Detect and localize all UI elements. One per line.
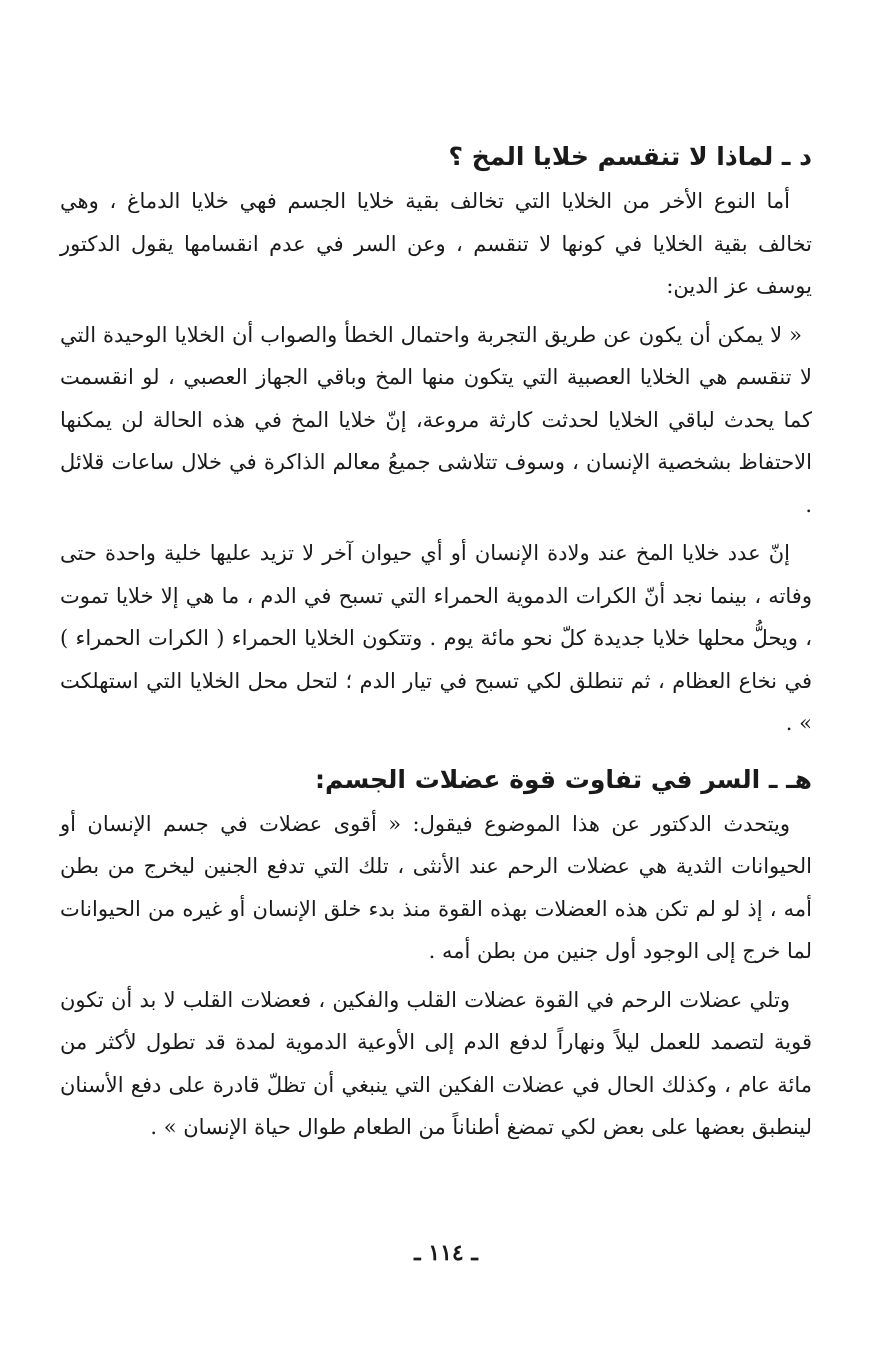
- section-h-paragraph-2: وتلي عضلات الرحم في القوة عضلات القلب والفكين ، فعضلات القلب لا بد أن تكون قوية لتصمد للعمل ليلاً ونهاراً لدفع الدم إلى الأوعية الدموية لمدة قد تطول لأكثر من مائة عام ، وكذلك الحال في عضلات الفكين التي ينبغي أن تظلّ قادرة على دفع الأسنان لينطبق بعضها على بعض لكي تمضغ أطناناً من الطعام طوال حياة الإنسان » .: [60, 987, 812, 1139]
- section-h-paragraph-1: ويتحدث الدكتور عن هذا الموضوع فيقول: « أقوى عضلات في جسم الإنسان أو الحيوانات الثدية هي عضلات الرحم عند الأنثى ، تلك التي تدفع الجنين ليخرج من بطن أمه ، إذ لو لم تكن هذه العضلات بهذه القوة منذ بدء خلق الإنسان أو غيره من الحيوانات لما خرج إلى الوجود أول جنين من بطن أمه .: [60, 811, 812, 963]
- book-page: [60, 140, 812, 1155]
- section-divider-space: [60, 751, 812, 763]
- page-number: ـ ١١٤ ـ: [414, 1240, 478, 1266]
- section-d-paragraph-3: إنّ عدد خلايا المخ عند ولادة الإنسان أو أي حيوان آخر لا تزيد عليها خلية واحدة حتى وفاته ، بينما نجد أنّ الكرات الدموية الحمراء التي تسبح في الدم ، ما هي إلا خلايا تموت ، ويحلُّ محلها خلايا جديدة كلّ نحو مائة يوم . وتتكون الخلايا الحمراء ( الكرات الحمراء ) في نخاع العظام ، ثم تنطلق لكي تسبح في تيار الدم ؛ لتحل محل الخلايا التي استهلكت » .: [60, 541, 812, 735]
- section-d-heading: د ـ لماذا لا تنقسم خلايا المخ ؟: [448, 142, 812, 171]
- section-d-paragraph-1: أما النوع الأخر من الخلايا التي تخالف بقية خلايا الجسم فهي خلايا الدماغ ، وهي تخالف بقية الخلايا في كونها لا تنقسم ، وعن السر في عدم انقسامها يقول الدكتور يوسف عز الدين:: [60, 189, 812, 298]
- section-h-heading: هـ ـ السر في تفاوت قوة عضلات الجسم:: [314, 764, 812, 794]
- section-d-quote-paragraph: « لا يمكن أن يكون عن طريق التجربة واحتمال الخطأ والصواب أن الخلايا الوحيدة التي لا تنقسم هي الخلايا العصبية التي يتكون منها المخ وباقي الجهاز العصبي ، لو انقسمت كما يحدث لباقي الخلايا لحدثت كارثة مروعة، إنّ خلايا المخ في هذه الحالة لن يمكنها الاحتفاظ بشخصية الإنسان ، وسوف تتلاشى جميعُ معالم الذاكرة في خلال ساعات قلائل .: [60, 322, 812, 517]
